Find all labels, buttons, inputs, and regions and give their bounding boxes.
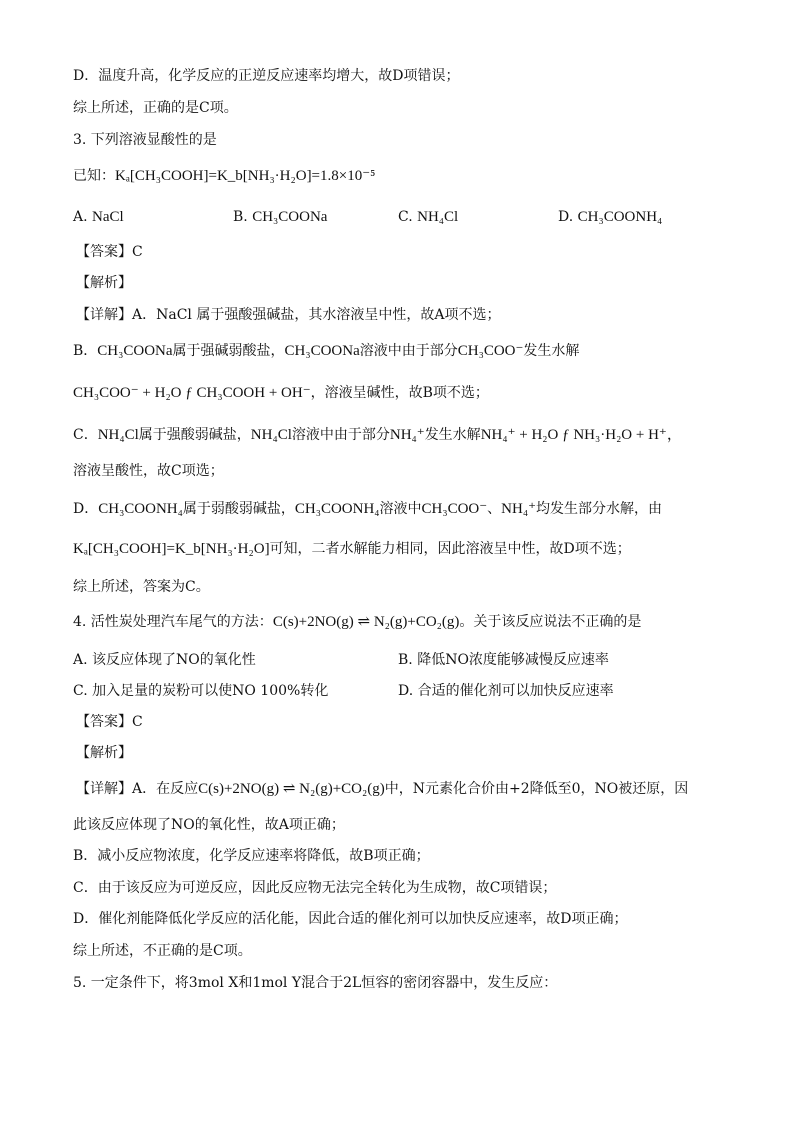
option-a bbox=[73, 650, 256, 670]
text: ，溶液呈碱性，故B项不选； bbox=[310, 385, 489, 401]
formula: C(s)+2NO(g) ⇌ N₂(g)+CO₂(g) bbox=[198, 781, 385, 797]
formula: C(s)+2NO(g) ⇌ N₂(g)+CO₂(g) bbox=[272, 614, 460, 630]
formula: CH₃COO⁻ + H₂O ƒ CH₃COOH + OH⁻ bbox=[73, 385, 311, 401]
option-letter: C. bbox=[398, 209, 413, 225]
text: B． bbox=[73, 343, 98, 359]
text-line bbox=[73, 425, 682, 445]
text: 发生水解 bbox=[424, 427, 481, 443]
answer-label: 【答案】C bbox=[76, 244, 143, 260]
text: 可知，二者水解能力相同，因此溶液呈中性，故D项不选； bbox=[269, 541, 631, 557]
question-title: 5. 一定条件下，将3mol X和1mol Y混合于2L恒容的密闭容器中，发生反应： bbox=[73, 975, 558, 991]
text: 属于弱酸弱碱盐， bbox=[182, 501, 295, 517]
option-text: 该反应体现了NO的氧化性 bbox=[92, 652, 256, 668]
text: 属于强碱弱酸盐， bbox=[172, 343, 285, 359]
option-text: CH₃COONa bbox=[252, 209, 328, 225]
text-line bbox=[73, 341, 579, 361]
text: 中，N元素化合价由+2降低至0，NO被还原，因 bbox=[384, 781, 689, 797]
analysis-label: 【解析】 bbox=[76, 745, 132, 761]
option-text: 加入足量的炭粉可以使NO 100%转化 bbox=[92, 683, 329, 699]
option-text: 降低NO浓度能够减慢反应速率 bbox=[417, 652, 609, 668]
formula: NH₄⁺ bbox=[389, 427, 425, 443]
text-line bbox=[76, 779, 688, 799]
text: C． bbox=[73, 427, 98, 443]
question-title bbox=[73, 612, 641, 632]
formula: NH₄⁺ bbox=[501, 501, 536, 517]
text: 属于强酸弱碱盐， bbox=[138, 427, 251, 443]
option-text: CH₃COONH₄ bbox=[577, 209, 663, 225]
option-text: 合适的催化剂可以加快反应速率 bbox=[417, 683, 614, 699]
text-line: 综上所述，正确的是C项。 bbox=[73, 100, 238, 116]
option-c bbox=[398, 207, 458, 227]
formula: CH₃COONa bbox=[97, 343, 173, 359]
text: 。关于该反应说法不正确的是 bbox=[459, 614, 642, 630]
text: 均发生部分水解，由 bbox=[535, 501, 662, 517]
option-d bbox=[398, 681, 614, 701]
text: 【详解】A．在反应 bbox=[76, 781, 199, 797]
text-line: 【详解】A．NaCl 属于强酸强碱盐，其水溶液呈中性，故A项不选； bbox=[76, 307, 501, 323]
question-title: 3. 下列溶液显酸性的是 bbox=[73, 132, 217, 148]
option-letter: C. bbox=[73, 683, 88, 699]
text: D． bbox=[73, 501, 99, 517]
analysis-label: 【解析】 bbox=[76, 275, 132, 291]
option-b bbox=[398, 650, 609, 670]
option-b bbox=[233, 207, 327, 227]
option-letter: D. bbox=[398, 683, 414, 699]
text-line: 综上所述，答案为C。 bbox=[73, 579, 210, 595]
formula: Kₐ[CH₃COOH]=K_b[NH₃·H₂O]=1.8×10⁻⁵ bbox=[115, 168, 376, 184]
option-letter: A. bbox=[73, 652, 88, 668]
text-line: D．温度升高，化学反应的正逆反应速率均增大，故D项错误； bbox=[73, 68, 460, 84]
option-letter: A. bbox=[73, 209, 88, 225]
text-line bbox=[73, 499, 662, 519]
text-line bbox=[73, 539, 631, 559]
option-letter: B. bbox=[398, 652, 413, 668]
text: 、 bbox=[487, 501, 502, 517]
option-letter: D. bbox=[558, 209, 574, 225]
text-line: 溶液呈酸性，故C项选； bbox=[73, 463, 224, 479]
formula: Kₐ[CH₃COOH]=K_b[NH₃·H₂O] bbox=[73, 541, 270, 557]
option-d bbox=[558, 207, 662, 227]
text: 溶液中由于部分 bbox=[291, 427, 390, 443]
text-line: 此该反应体现了NO的氧化性，故A项正确； bbox=[73, 817, 345, 833]
option-text: NH₄Cl bbox=[417, 209, 459, 225]
text-line: C．由于该反应为可逆反应，因此反应物无法完全转化为生成物，故C项错误； bbox=[73, 880, 557, 896]
option-c bbox=[73, 681, 328, 701]
formula: CH₃COO⁻ bbox=[421, 501, 488, 517]
text: 溶液中 bbox=[379, 501, 422, 517]
text-line: 综上所述，不正确的是C项。 bbox=[73, 943, 252, 959]
formula: NH₄Cl bbox=[97, 427, 139, 443]
formula: NH₄⁺ + H₂O ƒ NH₃·H₂O + H⁺， bbox=[480, 427, 682, 443]
label: 已知： bbox=[73, 168, 115, 184]
answer-label: 【答案】C bbox=[76, 714, 143, 730]
text: 溶液中由于部分 bbox=[359, 343, 458, 359]
formula: CH₃COONa bbox=[284, 343, 360, 359]
text: 发生水解 bbox=[523, 343, 580, 359]
option-text: NaCl bbox=[92, 209, 124, 225]
text-line: B．减小反应物浓度，化学反应速率将降低，故B项正确； bbox=[73, 848, 430, 864]
formula: CH₃COONH₄ bbox=[294, 501, 380, 517]
known-condition bbox=[73, 166, 375, 186]
formula: CH₃COONH₄ bbox=[98, 501, 183, 517]
text-line: D．催化剂能降低化学反应的活化能，因此合适的催化剂可以加快反应速率，故D项正确； bbox=[73, 911, 628, 927]
text-line bbox=[73, 383, 489, 403]
formula: CH₃COO⁻ bbox=[457, 343, 524, 359]
formula: NH₄Cl bbox=[250, 427, 292, 443]
option-a bbox=[73, 207, 124, 227]
option-letter: B. bbox=[233, 209, 248, 225]
text: 4. 活性炭处理汽车尾气的方法： bbox=[73, 614, 273, 630]
